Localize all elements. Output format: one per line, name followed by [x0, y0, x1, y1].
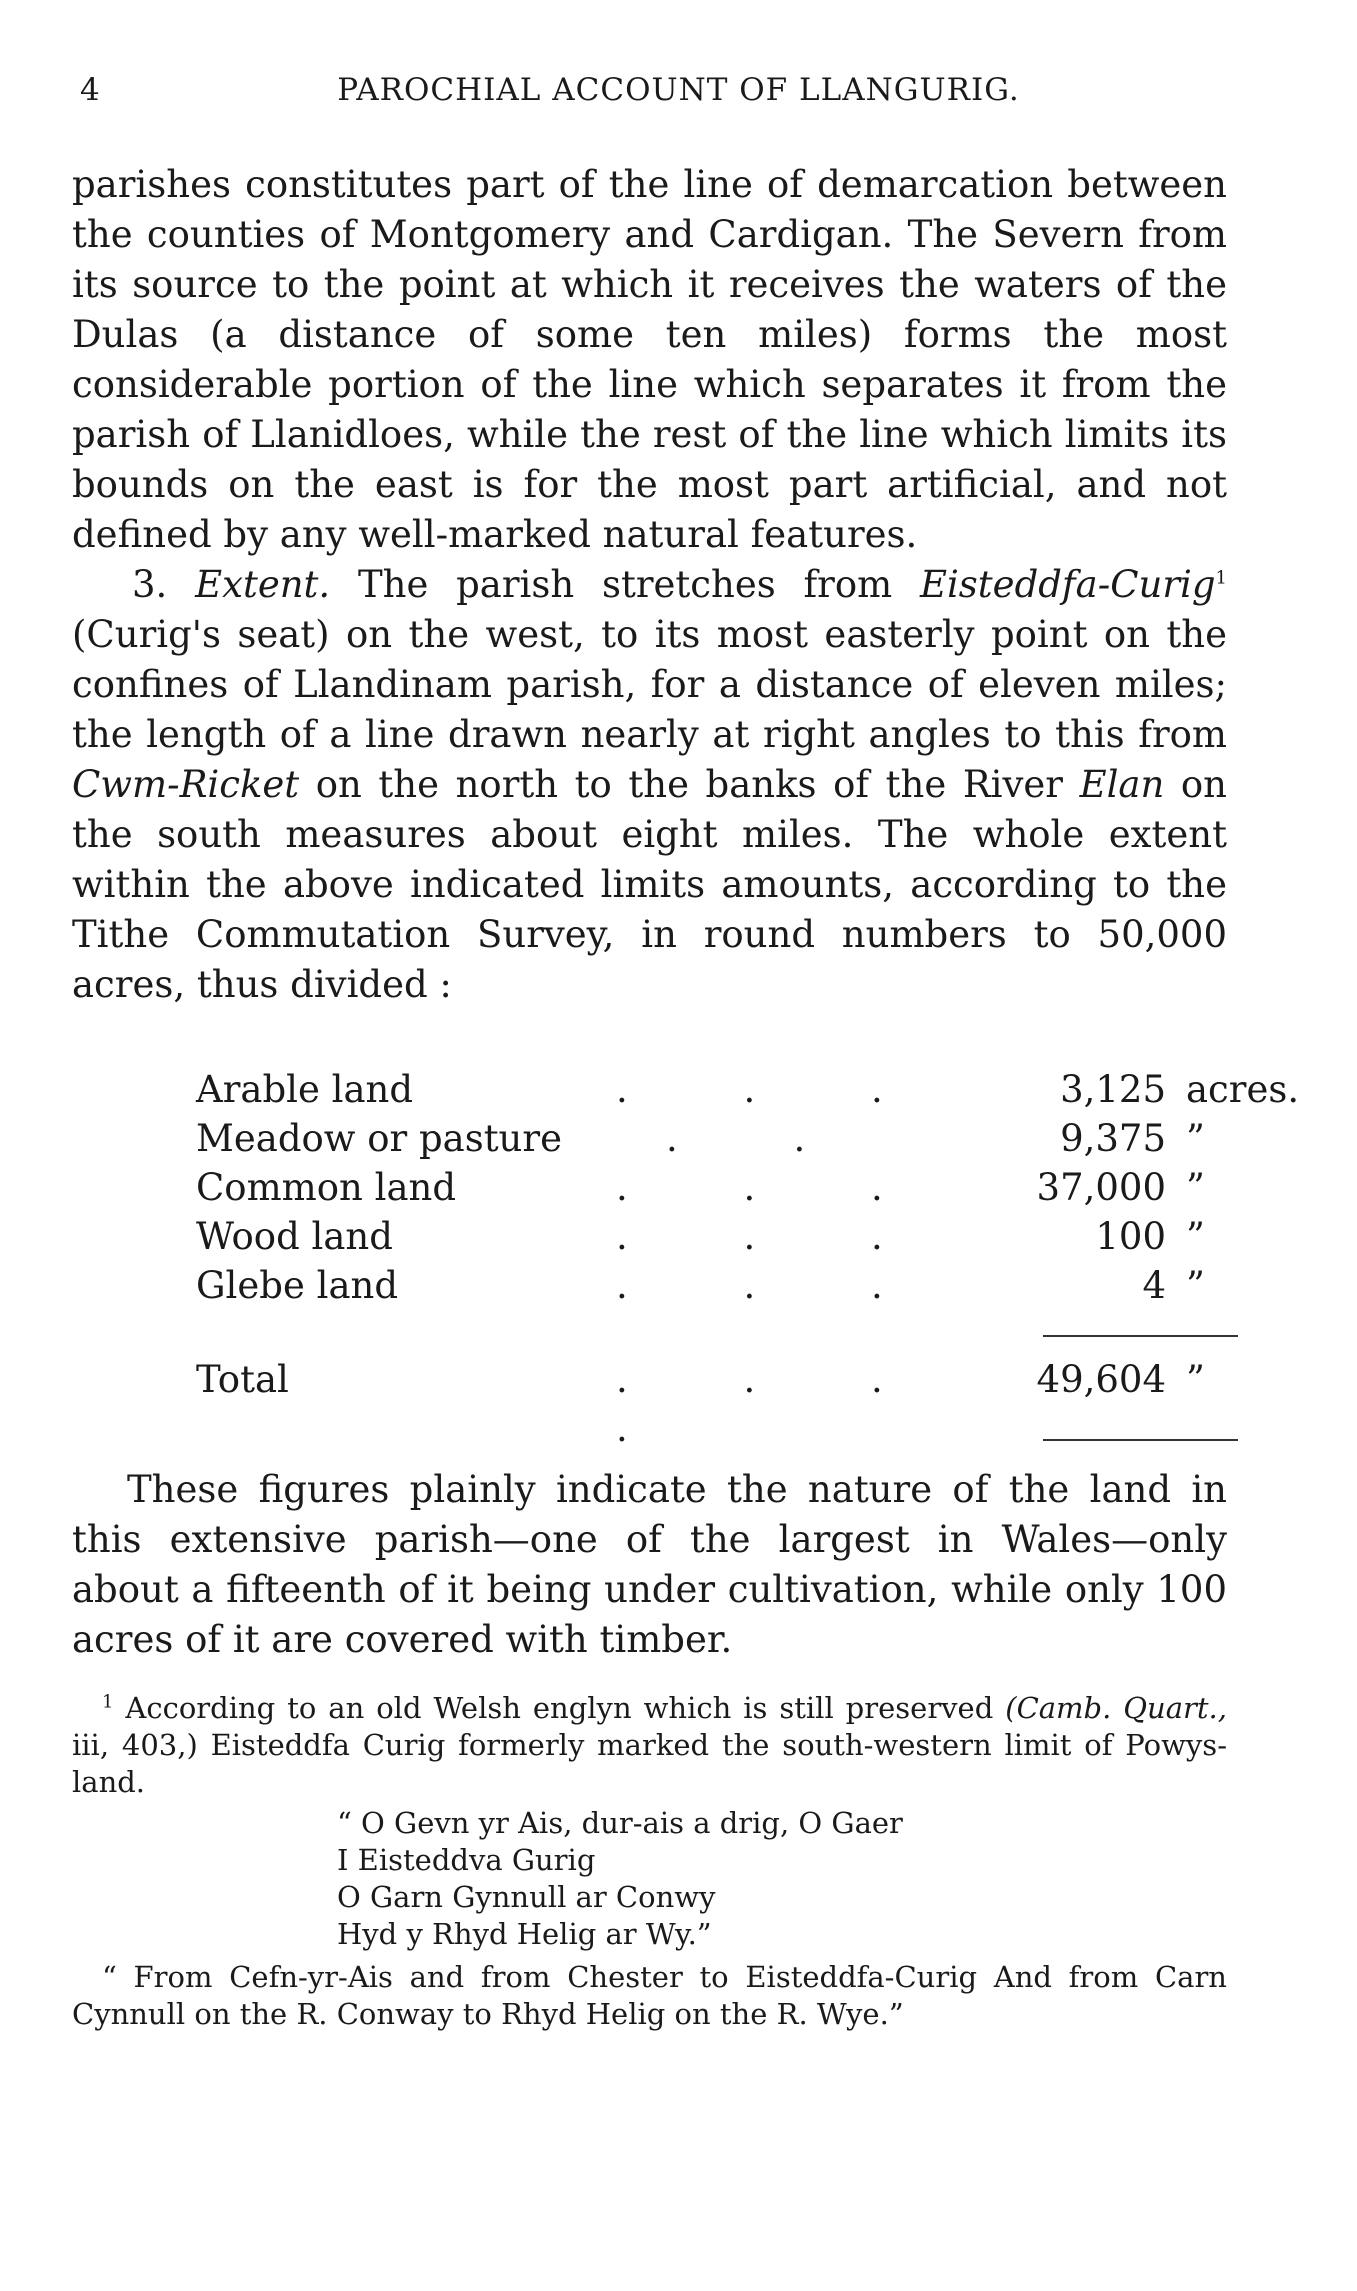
total-rule: [1043, 1439, 1238, 1441]
verse-line: Hyd y Rhyd Helig ar Wy.”: [337, 1917, 712, 1951]
verse-line: “ O Gevn yr Ais, dur-ais a drig, O Gaer: [337, 1806, 903, 1840]
table-total-row: [196, 1355, 1205, 1450]
row-unit: ”: [1186, 1166, 1205, 1209]
text-run: The parish stretches from: [330, 563, 920, 606]
leader-dots: . . .: [616, 1264, 935, 1307]
total-label: Total: [196, 1358, 289, 1401]
total-unit: ”: [1186, 1358, 1205, 1401]
table-row: [196, 1163, 1205, 1212]
row-value: 100: [1095, 1215, 1166, 1258]
text-run: (Curig's seat) on the west, to its most easterly point on the confines of Llandinam parish, for a distance of eleven miles; the length of a line drawn nearly at right angles to this from: [72, 613, 1227, 756]
welsh-verse: [337, 1805, 1227, 1953]
text-run: on the south measures about eight miles. The whole extent within the above indicated limits amounts, according to the Tithe Commutation Survey, in round numbers to 50,000 acres, thus divided :: [72, 763, 1227, 1006]
running-title: PAROCHIAL ACCOUNT OF LLANGURIG.: [337, 72, 1020, 108]
page-number: 4: [80, 72, 101, 108]
verse-line: O Garn Gynnull ar Conwy: [337, 1880, 716, 1914]
table-row: [196, 1212, 1205, 1261]
paragraph-boundaries: parishes constitutes part of the line of demarcation between the counties of Montgomery and Cardigan. The Severn from its source to the point at which it receives the waters of the Dulas (a distance of some ten miles) forms the most considerable portion of the line which separates it from the parish of Llanidloes, while the rest of the line which limits its bounds on the east is for the most part artificial, and not defined by any well-marked natural features.: [72, 163, 1227, 556]
place-name: Elan: [1079, 763, 1165, 806]
reference: (Camb. Quart.,: [1005, 1691, 1227, 1725]
row-label: Wood land: [196, 1215, 393, 1258]
text-run: iii, 403,) Eisteddfa Curig formerly marked the south-western limit of Powys-land.: [72, 1728, 1227, 1799]
footnote-1: [72, 1690, 1227, 1801]
row-unit: acres.: [1186, 1068, 1300, 1111]
row-label: Common land: [196, 1166, 457, 1209]
leader-dots: . .: [666, 1117, 858, 1160]
table-row: [196, 1065, 1300, 1114]
paragraph-figures: These figures plainly indicate the nature of the land in this extensive parish—one of the largest in Wales—only about a fifteenth of it being under cultivation, while only 100 acres of it are covered with timber.: [72, 1468, 1227, 1661]
leader-dots: . . .: [616, 1068, 935, 1111]
leader-dots: . . .: [616, 1215, 935, 1258]
row-unit: ”: [1186, 1117, 1205, 1160]
closing-text: [72, 1465, 1227, 1665]
running-header: [72, 72, 1285, 122]
place-name: Eisteddfa-Curig: [919, 563, 1216, 606]
footnotes: [72, 1690, 1227, 2033]
sum-rule: [1043, 1335, 1238, 1337]
footnote-number: 1: [102, 1691, 114, 1713]
table-row: [196, 1261, 1205, 1310]
text-run: According to an old Welsh englyn which is still preserved: [113, 1691, 1006, 1725]
text-run: on the north to the banks of the River: [299, 763, 1080, 806]
land-division-table: [196, 1065, 1300, 1450]
total-value: 49,604: [1036, 1358, 1166, 1401]
leader-dots: . . .: [616, 1166, 935, 1209]
verse-translation: “ From Cefn-yr-Ais and from Chester to Eisteddfa-Curig And from Carn Cynnull on the R. Conway to Rhyd Helig on the R. Wye.”: [72, 1960, 1227, 2031]
row-value: 4: [1142, 1264, 1166, 1307]
verse-line: I Eisteddva Gurig: [337, 1843, 596, 1877]
row-unit: ”: [1186, 1264, 1205, 1307]
row-value: 37,000: [1036, 1166, 1166, 1209]
leader-dots: . . . .: [616, 1358, 935, 1450]
table-row: [196, 1114, 1205, 1163]
section-heading: Extent.: [195, 563, 331, 606]
main-text: [72, 160, 1227, 1010]
footnote-marker: 1: [1215, 567, 1227, 589]
paragraph-extent: [72, 560, 1227, 1010]
place-name: Cwm-Ricket: [72, 763, 300, 806]
row-value: 3,125: [1060, 1068, 1166, 1111]
row-label: Arable land: [196, 1068, 414, 1111]
section-number: 3.: [132, 563, 168, 606]
row-label: Glebe land: [196, 1264, 399, 1307]
row-label: Meadow or pasture: [196, 1117, 562, 1160]
row-value: 9,375: [1060, 1117, 1166, 1160]
row-unit: ”: [1186, 1215, 1205, 1258]
